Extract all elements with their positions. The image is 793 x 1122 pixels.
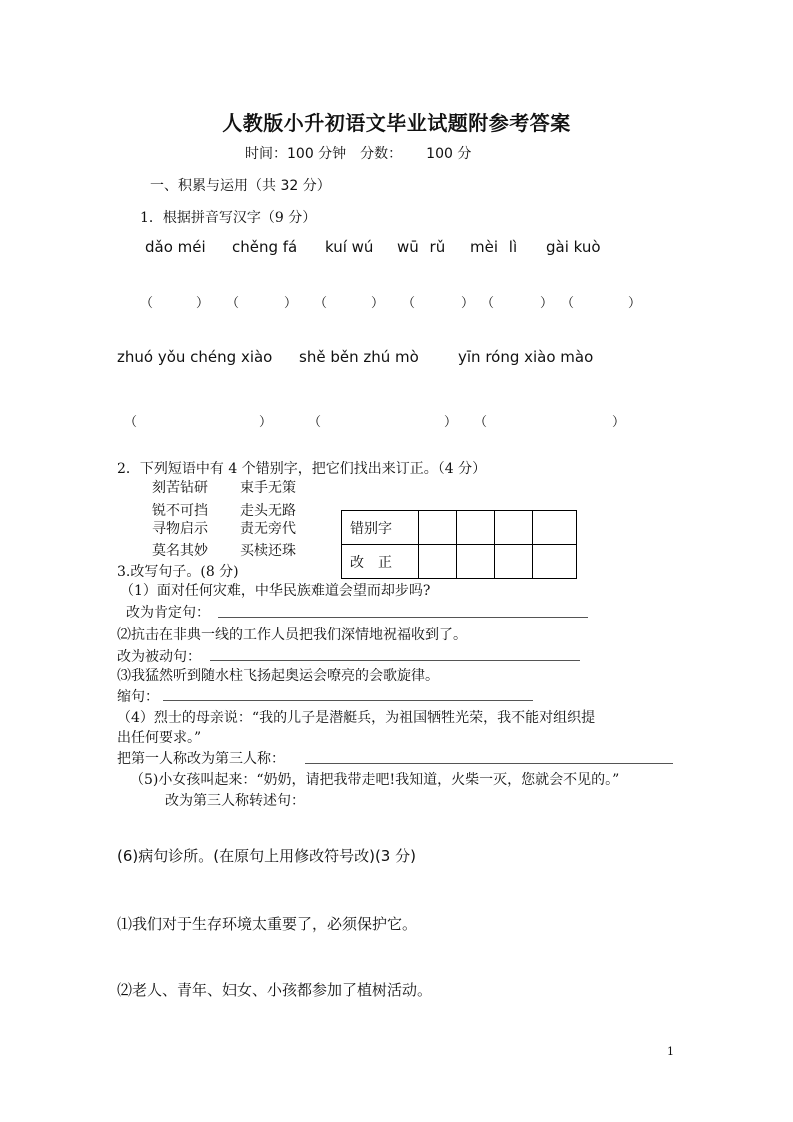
phrase-item: 锐不可挡: [152, 503, 208, 519]
answer-bracket-open: （: [140, 296, 154, 311]
time-label: 时间：100 分钟: [245, 146, 347, 162]
pinyin-item: zhuó yǒu chéng xiào: [117, 348, 273, 366]
q3-item3-sentence: ⑶我猛然听到随水柱飞扬起奥运会嘹亮的会歌旋律。: [117, 668, 439, 684]
q3-item5-sentence: （5)小女孩叫起来：“奶奶，请把我带走吧!我知道，火柴一灭，您就会不见的。”: [130, 772, 620, 788]
answer-line[interactable]: [218, 617, 588, 618]
answer-bracket-close: ）: [461, 296, 475, 311]
page-title: 人教版小升初语文毕业试题附参考答案: [222, 111, 571, 135]
answer-cell[interactable]: [457, 545, 495, 579]
answer-cell[interactable]: [419, 545, 457, 579]
answer-cell[interactable]: [495, 511, 533, 545]
pinyin-item: kuí wú: [325, 238, 374, 256]
pinyin-item: gài kuò: [546, 238, 601, 256]
answer-cell[interactable]: [533, 511, 577, 545]
q3-item2-label: 改为被动句：: [117, 649, 201, 665]
q2-prompt: 2．下列短语中有 4 个错别字，把它们找出来订正。（4 分）: [117, 461, 487, 477]
answer-bracket-open: （: [474, 415, 488, 430]
answer-cell[interactable]: [419, 511, 457, 545]
q6-prompt: (6)病句诊所。(在原句上用修改符号改)(3 分): [117, 847, 416, 865]
answer-bracket-open: （: [561, 296, 575, 311]
pinyin-item: mèi lì: [470, 238, 518, 256]
answer-line[interactable]: [305, 763, 673, 764]
phrase-item: 买椟还珠: [240, 543, 296, 559]
answer-bracket-close: ）: [628, 296, 642, 311]
table-row: [342, 545, 577, 579]
q3-item4-label: 把第一人称改为第三人称：: [117, 751, 285, 767]
answer-bracket-close: ）: [612, 415, 626, 430]
answer-bracket-open: （: [481, 296, 495, 311]
table-row: [342, 511, 577, 545]
q6-item2: ⑵老人、青年、妇女、小孩都参加了植树活动。: [117, 981, 433, 999]
table-label: 错别字: [342, 511, 419, 545]
table-label: 改 正: [342, 545, 419, 579]
score-value: 100 分: [426, 146, 472, 162]
correction-table: [341, 510, 577, 579]
answer-bracket-open: （: [308, 415, 322, 430]
answer-bracket-close: ）: [540, 296, 554, 311]
q3-item2-sentence: ⑵抗击在非典一线的工作人员把我们深情地祝福收到了。: [117, 627, 467, 643]
pinyin-item: wū rǔ: [397, 238, 446, 256]
answer-bracket-close: ）: [259, 415, 273, 430]
answer-bracket-close: ）: [371, 296, 385, 311]
q3-item4-line2: 出任何要求。”: [117, 730, 202, 746]
q1-prompt: 1．根据拼音写汉字（9 分）: [140, 210, 317, 226]
q3-item4-line1: （4）烈士的母亲说：“我的儿子是潜艇兵，为祖国牺牲光荣，我不能对组织提: [117, 710, 596, 726]
answer-line[interactable]: [210, 660, 580, 661]
section-heading: 一、积累与运用（共 32 分）: [150, 178, 331, 194]
answer-bracket-open: （: [314, 296, 328, 311]
phrase-item: 寻物启示: [152, 521, 208, 537]
phrase-item: 刻苦钻研: [152, 480, 208, 496]
q3-item1-sentence: （1）面对任何灾难，中华民族难道会望而却步吗?: [120, 583, 431, 599]
answer-line[interactable]: [163, 700, 533, 701]
pinyin-item: shě běn zhú mò: [299, 348, 419, 366]
answer-bracket-close: ）: [284, 296, 298, 311]
q6-item1: ⑴我们对于生存环境太重要了，必须保护它。: [117, 915, 418, 933]
answer-bracket-close: ）: [444, 415, 458, 430]
score-label: 分数：: [360, 146, 403, 162]
answer-cell[interactable]: [457, 511, 495, 545]
answer-cell[interactable]: [495, 545, 533, 579]
pinyin-item: yīn róng xiào mào: [458, 348, 594, 366]
pinyin-item: dǎo méi: [145, 238, 206, 256]
q3-item5-label: 改为第三人称转述句：: [165, 793, 305, 809]
phrase-item: 莫名其妙: [152, 543, 208, 559]
pinyin-item: chěng fá: [232, 238, 298, 256]
q3-item1-label: 改为肯定句：: [126, 605, 210, 621]
page-number: 1: [667, 1045, 674, 1058]
exam-meta: [245, 143, 485, 163]
answer-cell[interactable]: [533, 545, 577, 579]
phrase-item: 束手无策: [240, 480, 296, 496]
answer-bracket-close: ）: [196, 296, 210, 311]
answer-bracket-open: （: [402, 296, 416, 311]
phrase-item: 责无旁代: [240, 521, 296, 537]
q3-prompt: 3.改写句子。(8 分): [117, 564, 239, 580]
q3-item3-label: 缩句：: [117, 689, 159, 705]
phrase-item: 走头无路: [240, 503, 296, 519]
answer-bracket-open: （: [124, 415, 138, 430]
answer-bracket-open: （: [226, 296, 240, 311]
